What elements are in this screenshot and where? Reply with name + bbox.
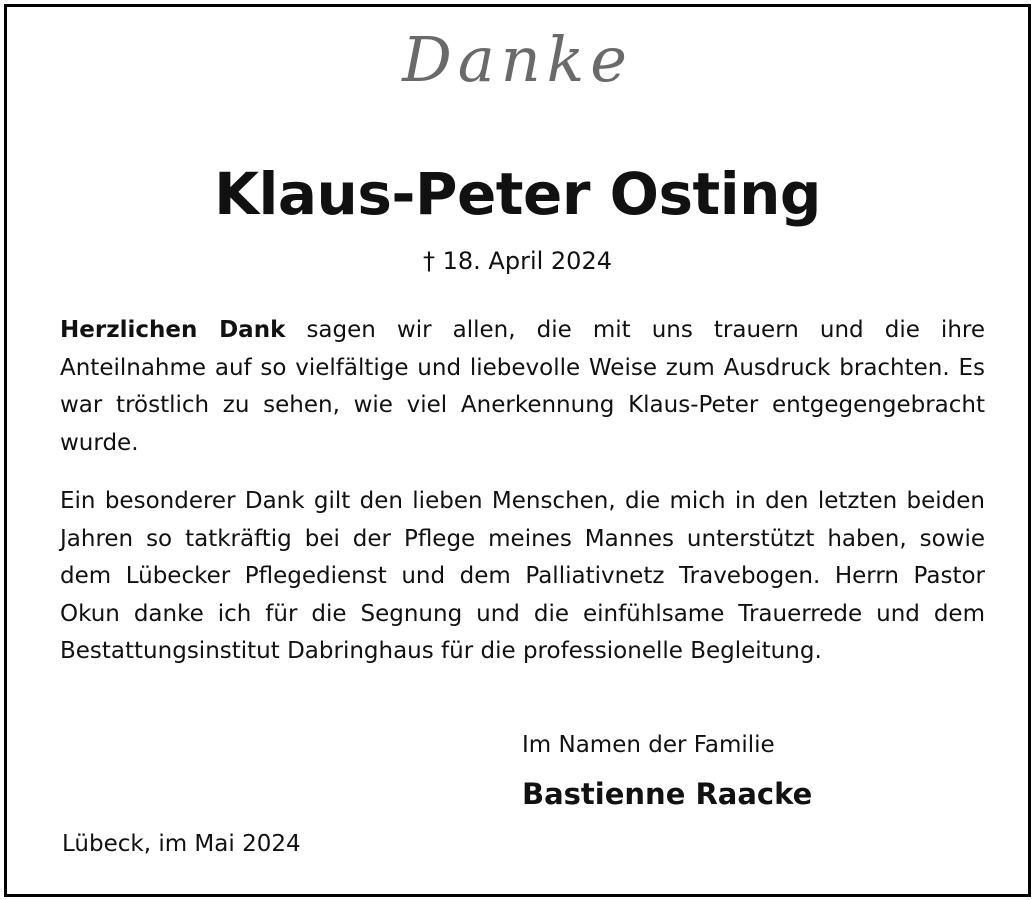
script-heading: Danke	[402, 23, 633, 96]
closing-line: Im Namen der Familie	[522, 732, 775, 758]
deceased-name: Klaus-Peter Osting	[214, 160, 821, 228]
thanks-text: sagen wir allen, die mit uns trauern und die ihre Anteilnahme auf so vielfältige und liebevolle Weise zum Ausdruck brachten. Es war tröstlich zu sehen, wie viel Anerkennung Klaus-Peter entgegengebracht wurde.	[60, 317, 985, 456]
signer-name: Bastienne Raacke	[522, 777, 813, 811]
notice-frame	[4, 4, 1031, 897]
thanks-paragraph-1	[60, 312, 985, 462]
thanks-lead: Herzlichen Dank	[60, 317, 286, 343]
death-date: † 18. April 2024	[423, 247, 612, 275]
thanks-paragraph-2: Ein besonderer Dank gilt den lieben Menschen, die mich in den letzten beiden Jahren so tatkräftig bei der Pflege meines Mannes unterstützt haben, sowie dem Lübecker Pflegedienst und dem Palliativnetz Travebogen. Herrn Pastor Okun danke ich für die Segnung und die einfühlsame Trauerrede und dem Bestattungsinstitut Dabringhaus für die professionelle Begleitung.	[60, 488, 985, 664]
place-date: Lübeck, im Mai 2024	[62, 831, 301, 857]
